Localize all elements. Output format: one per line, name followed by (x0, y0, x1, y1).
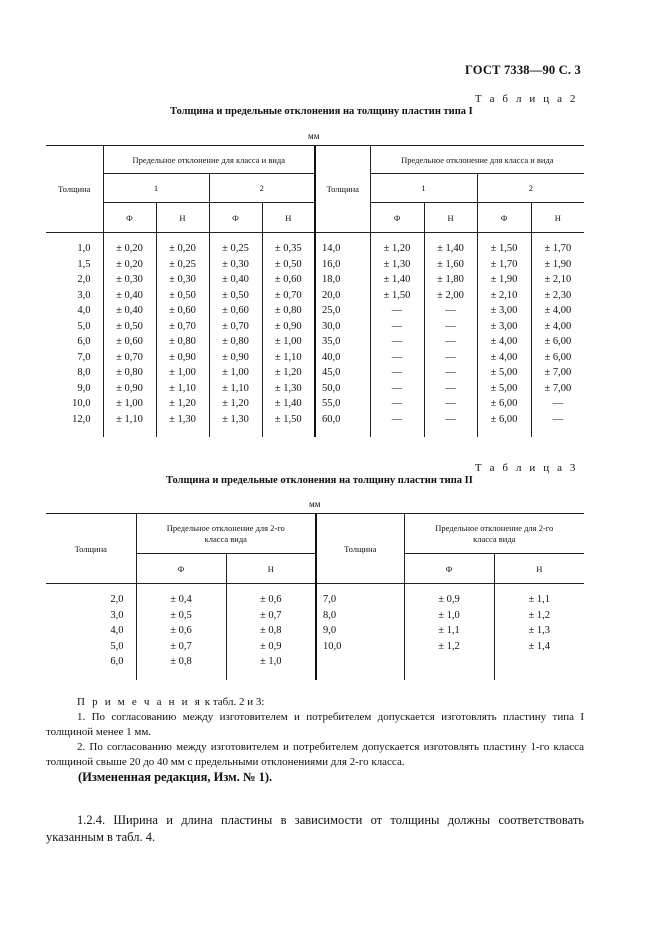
deviation-cell: — (424, 396, 477, 412)
deviation-cell: ± 1,40 (370, 272, 424, 288)
deviation-cell: ± 1,50 (370, 288, 424, 304)
table-row (46, 654, 584, 670)
table-spacer-cell (477, 427, 531, 437)
table-spacer-cell (136, 584, 226, 593)
thickness-cell: 9,0 (46, 381, 103, 397)
deviation-cell: — (424, 412, 477, 428)
deviation-cell: ± 1,30 (262, 381, 315, 397)
deviation-cell: ± 1,2 (404, 639, 494, 655)
table2 (46, 145, 584, 437)
thickness-cell: 3,0 (46, 288, 103, 304)
deviation-cell: ± 1,20 (370, 241, 424, 257)
deviation-cell: ± 0,20 (103, 241, 156, 257)
table2-header-deviation-right: Предельное отклонение для класса и вида (370, 146, 584, 174)
table-spacer-row (46, 670, 584, 680)
deviation-cell: ± 0,70 (209, 319, 262, 335)
thickness-cell: 1,5 (46, 257, 103, 273)
table-spacer-cell (315, 427, 370, 437)
table-row (46, 639, 584, 655)
table-row (46, 592, 584, 608)
table-spacer-row (46, 427, 584, 437)
note-2: 2. По согласованию между изготовителем и потребителем допускается изготовлять пластину 1-го класса толщиной свыше 20 до 40 мм с предельными отклонениями для 2-го класса. (46, 741, 584, 768)
table2-header-thickness: Толщина (46, 146, 103, 233)
deviation-cell: ± 0,40 (103, 303, 156, 319)
deviation-cell: ± 0,50 (156, 288, 209, 304)
table2-header-thickness-right: Толщина (315, 146, 370, 233)
deviation-cell: ± 1,70 (477, 257, 531, 273)
deviation-cell: ± 0,70 (262, 288, 315, 304)
thickness-cell: 35,0 (315, 334, 370, 350)
deviation-cell: ± 1,20 (156, 396, 209, 412)
thickness-cell: 60,0 (315, 412, 370, 428)
thickness-cell: 55,0 (315, 396, 370, 412)
thickness-cell: 20,0 (315, 288, 370, 304)
deviation-cell: — (370, 319, 424, 335)
deviation-cell: ± 0,6 (136, 623, 226, 639)
table-row (46, 319, 584, 335)
deviation-cell: ± 0,50 (209, 288, 262, 304)
deviation-cell: — (424, 303, 477, 319)
deviation-cell: — (424, 319, 477, 335)
deviation-cell: ± 1,3 (494, 623, 584, 639)
deviation-cell: ± 0,30 (103, 272, 156, 288)
deviation-cell: ± 1,40 (262, 396, 315, 412)
thickness-cell: 2,0 (46, 592, 136, 608)
deviation-cell: ± 1,00 (209, 365, 262, 381)
table-spacer-cell (404, 670, 494, 680)
deviation-cell: ± 1,30 (370, 257, 424, 273)
deviation-cell: ± 1,10 (209, 381, 262, 397)
thickness-cell: 25,0 (315, 303, 370, 319)
deviation-cell: ± 0,9 (404, 592, 494, 608)
deviation-cell: ± 0,70 (103, 350, 156, 366)
table2-class1-right: 1 (370, 174, 477, 203)
thickness-cell: 2,0 (46, 272, 103, 288)
deviation-cell: ± 1,50 (477, 241, 531, 257)
table-row (46, 608, 584, 624)
table-row (46, 334, 584, 350)
thickness-cell: 10,0 (46, 396, 103, 412)
deviation-cell: ± 0,8 (226, 623, 316, 639)
deviation-cell: ± 0,90 (103, 381, 156, 397)
deviation-cell: — (531, 396, 584, 412)
deviation-cell: ± 1,00 (262, 334, 315, 350)
table-row (46, 257, 584, 273)
deviation-cell: ± 7,00 (531, 365, 584, 381)
table-spacer-cell (226, 584, 316, 593)
table-spacer-cell (46, 233, 103, 242)
deviation-cell: ± 1,2 (494, 608, 584, 624)
deviation-cell: ± 1,1 (494, 592, 584, 608)
table3-label: Т а б л и ц а 3 (474, 462, 578, 474)
deviation-cell: ± 0,40 (103, 288, 156, 304)
thickness-cell: 7,0 (46, 350, 103, 366)
deviation-cell: ± 4,00 (477, 350, 531, 366)
thickness-cell: 1,0 (46, 241, 103, 257)
table3-header-thickness-right: Толщина (316, 514, 404, 584)
deviation-cell: ± 0,35 (262, 241, 315, 257)
thickness-cell: 10,0 (316, 639, 404, 655)
deviation-cell: ± 6,00 (477, 396, 531, 412)
deviation-cell: ± 2,10 (531, 272, 584, 288)
thickness-cell: 9,0 (316, 623, 404, 639)
revision-note: (Измененная редакция, Изм. № 1). (78, 770, 273, 784)
deviation-cell: ± 6,00 (477, 412, 531, 428)
deviation-cell: ± 0,60 (156, 303, 209, 319)
deviation-cell: ± 0,5 (136, 608, 226, 624)
table2-body (46, 233, 584, 438)
page-header: ГОСТ 7338—90 С. 3 (464, 63, 581, 77)
table-spacer-cell (477, 233, 531, 242)
thickness-cell: 3,0 (46, 608, 136, 624)
thickness-cell: 7,0 (316, 592, 404, 608)
deviation-cell: ± 4,00 (531, 319, 584, 335)
table-spacer-cell (103, 427, 156, 437)
deviation-cell (404, 654, 494, 670)
deviation-cell: — (370, 412, 424, 428)
table-spacer-cell (370, 427, 424, 437)
deviation-cell: ± 0,7 (136, 639, 226, 655)
deviation-cell: ± 0,80 (262, 303, 315, 319)
deviation-cell: ± 0,30 (209, 257, 262, 273)
deviation-cell: ± 0,60 (103, 334, 156, 350)
deviation-cell: ± 1,80 (424, 272, 477, 288)
notes-block (46, 695, 584, 770)
deviation-cell: ± 1,40 (424, 241, 477, 257)
deviation-cell: ± 1,00 (156, 365, 209, 381)
deviation-cell: ± 1,10 (156, 381, 209, 397)
table-spacer-row (46, 584, 584, 593)
table-spacer-cell (494, 584, 584, 593)
thickness-cell: 16,0 (315, 257, 370, 273)
deviation-cell: — (531, 412, 584, 428)
table3-sub-f: Ф (404, 554, 494, 584)
table2-sub-f: Ф (477, 203, 531, 233)
table-spacer-cell (226, 670, 316, 680)
deviation-cell: ± 0,25 (209, 241, 262, 257)
paragraph-1-2-4: 1.2.4. Ширина и длина пластины в зависимости от толщины должны соответствовать указанным в табл. 4. (46, 813, 584, 844)
table2-sub-f: Ф (209, 203, 262, 233)
thickness-cell: 14,0 (315, 241, 370, 257)
deviation-cell: ± 1,1 (404, 623, 494, 639)
table2-header-deviation: Предельное отклонение для класса и вида (103, 146, 315, 174)
deviation-cell: ± 4,00 (531, 303, 584, 319)
thickness-cell: 6,0 (46, 334, 103, 350)
table-spacer-cell (136, 670, 226, 680)
deviation-cell: ± 0,7 (226, 608, 316, 624)
table3-body (46, 584, 584, 680)
deviation-cell: ± 1,20 (262, 365, 315, 381)
deviation-cell: ± 1,50 (262, 412, 315, 428)
deviation-cell: ± 3,00 (477, 303, 531, 319)
deviation-cell: ± 1,4 (494, 639, 584, 655)
table3-unit: мм (309, 499, 321, 509)
table-spacer-cell (424, 427, 477, 437)
thickness-cell: 8,0 (46, 365, 103, 381)
deviation-cell: ± 0,90 (209, 350, 262, 366)
deviation-cell: ± 0,90 (262, 319, 315, 335)
deviation-cell: — (424, 334, 477, 350)
deviation-cell: ± 0,80 (156, 334, 209, 350)
table-spacer-cell (494, 670, 584, 680)
deviation-cell: ± 4,00 (477, 334, 531, 350)
thickness-cell: 40,0 (315, 350, 370, 366)
deviation-cell: ± 6,00 (531, 350, 584, 366)
table-row (46, 365, 584, 381)
thickness-cell: 18,0 (315, 272, 370, 288)
table-spacer-cell (424, 233, 477, 242)
deviation-cell: ± 0,50 (103, 319, 156, 335)
deviation-cell: — (424, 381, 477, 397)
table2-title: Толщина и предельные отклонения на толщину пластин типа I (170, 106, 473, 117)
deviation-cell: ± 1,10 (262, 350, 315, 366)
table-spacer-row (46, 233, 584, 242)
deviation-cell: ± 1,90 (531, 257, 584, 273)
deviation-cell: ± 1,0 (226, 654, 316, 670)
thickness-cell: 50,0 (315, 381, 370, 397)
table-row (46, 396, 584, 412)
deviation-cell: ± 0,90 (156, 350, 209, 366)
deviation-cell: ± 6,00 (531, 334, 584, 350)
table-spacer-cell (156, 427, 209, 437)
deviation-cell: ± 1,10 (103, 412, 156, 428)
deviation-cell: — (370, 334, 424, 350)
table-spacer-cell (315, 233, 370, 242)
table-spacer-cell (370, 233, 424, 242)
deviation-cell: ± 3,00 (477, 319, 531, 335)
deviation-cell: ± 2,00 (424, 288, 477, 304)
deviation-cell: ± 0,6 (226, 592, 316, 608)
table-spacer-cell (46, 670, 136, 680)
table-row (46, 241, 584, 257)
table-row (46, 412, 584, 428)
thickness-cell: 5,0 (46, 319, 103, 335)
table2-sub-f: Ф (370, 203, 424, 233)
deviation-cell: — (370, 381, 424, 397)
note-1: 1. По согласованию между изготовителем и потребителем допускается изготовлять пластину типа I толщиной менее 1 мм. (46, 711, 584, 738)
table-spacer-cell (103, 233, 156, 242)
table2-unit: мм (308, 131, 320, 141)
deviation-cell: — (370, 365, 424, 381)
deviation-cell: ± 5,00 (477, 365, 531, 381)
table-row (46, 303, 584, 319)
table-row (46, 381, 584, 397)
table-spacer-cell (316, 584, 404, 593)
deviation-cell: — (370, 303, 424, 319)
thickness-cell: 45,0 (315, 365, 370, 381)
table2-sub-f: Ф (103, 203, 156, 233)
table2-class1: 1 (103, 174, 209, 203)
table2-sub-n: Н (531, 203, 584, 233)
table2-label: Т а б л и ц а 2 (474, 93, 578, 105)
deviation-cell: ± 0,9 (226, 639, 316, 655)
deviation-cell: ± 0,30 (156, 272, 209, 288)
table-row (46, 288, 584, 304)
deviation-cell: ± 0,20 (103, 257, 156, 273)
deviation-cell: ± 1,70 (531, 241, 584, 257)
deviation-cell: ± 1,60 (424, 257, 477, 273)
table-spacer-cell (404, 584, 494, 593)
deviation-cell: ± 0,80 (209, 334, 262, 350)
deviation-cell: ± 1,30 (156, 412, 209, 428)
thickness-cell: 12,0 (46, 412, 103, 428)
table3-sub-n: Н (226, 554, 316, 584)
deviation-cell: ± 1,20 (209, 396, 262, 412)
thickness-cell: 6,0 (46, 654, 136, 670)
table3-title: Толщина и предельные отклонения на толщину пластин типа II (166, 475, 473, 486)
deviation-cell (494, 654, 584, 670)
deviation-cell: ± 0,4 (136, 592, 226, 608)
deviation-cell: — (370, 350, 424, 366)
table-spacer-cell (46, 584, 136, 593)
thickness-cell (316, 654, 404, 670)
deviation-cell: — (424, 350, 477, 366)
table3-sub-f: Ф (136, 554, 226, 584)
table-spacer-cell (531, 233, 584, 242)
table-spacer-cell (262, 427, 315, 437)
table2-class2: 2 (209, 174, 315, 203)
table2-sub-n: Н (262, 203, 315, 233)
table3-header-deviation: Предельное отклонение для 2-го класса вида (136, 514, 316, 554)
deviation-cell: ± 2,30 (531, 288, 584, 304)
deviation-cell: ± 7,00 (531, 381, 584, 397)
table-row (46, 623, 584, 639)
table3-header-thickness: Толщина (46, 514, 136, 584)
thickness-cell: 5,0 (46, 639, 136, 655)
deviation-cell: — (370, 396, 424, 412)
deviation-cell: ± 1,0 (404, 608, 494, 624)
table-spacer-cell (209, 427, 262, 437)
table2-class2-right: 2 (477, 174, 584, 203)
table3-header-deviation-right: Предельное отклонение для 2-го класса вида (404, 514, 584, 554)
table-spacer-cell (531, 427, 584, 437)
deviation-cell: ± 1,90 (477, 272, 531, 288)
table3 (46, 513, 584, 680)
table-spacer-cell (262, 233, 315, 242)
deviation-cell: ± 0,80 (103, 365, 156, 381)
deviation-cell: ± 1,00 (103, 396, 156, 412)
deviation-cell: ± 1,30 (209, 412, 262, 428)
thickness-cell: 4,0 (46, 623, 136, 639)
deviation-cell: ± 2,10 (477, 288, 531, 304)
thickness-cell: 4,0 (46, 303, 103, 319)
deviation-cell: ± 0,50 (262, 257, 315, 273)
deviation-cell: ± 0,60 (262, 272, 315, 288)
notes-heading-spaced: П р и м е ч а н и я (77, 696, 202, 708)
table-spacer-cell (316, 670, 404, 680)
notes-heading (46, 695, 584, 710)
table-spacer-cell (46, 427, 103, 437)
table-row (46, 272, 584, 288)
deviation-cell: ± 5,00 (477, 381, 531, 397)
deviation-cell: ± 0,60 (209, 303, 262, 319)
table2-sub-n: Н (424, 203, 477, 233)
deviation-cell: ± 0,25 (156, 257, 209, 273)
deviation-cell: ± 0,20 (156, 241, 209, 257)
notes-heading-rest: к табл. 2 и 3: (201, 696, 265, 708)
thickness-cell: 8,0 (316, 608, 404, 624)
table3-sub-n: Н (494, 554, 584, 584)
deviation-cell: ± 0,8 (136, 654, 226, 670)
table-row (46, 350, 584, 366)
thickness-cell: 30,0 (315, 319, 370, 335)
table-spacer-cell (209, 233, 262, 242)
deviation-cell: ± 0,40 (209, 272, 262, 288)
deviation-cell: ± 0,70 (156, 319, 209, 335)
table-spacer-cell (156, 233, 209, 242)
table2-sub-n: Н (156, 203, 209, 233)
deviation-cell: — (424, 365, 477, 381)
